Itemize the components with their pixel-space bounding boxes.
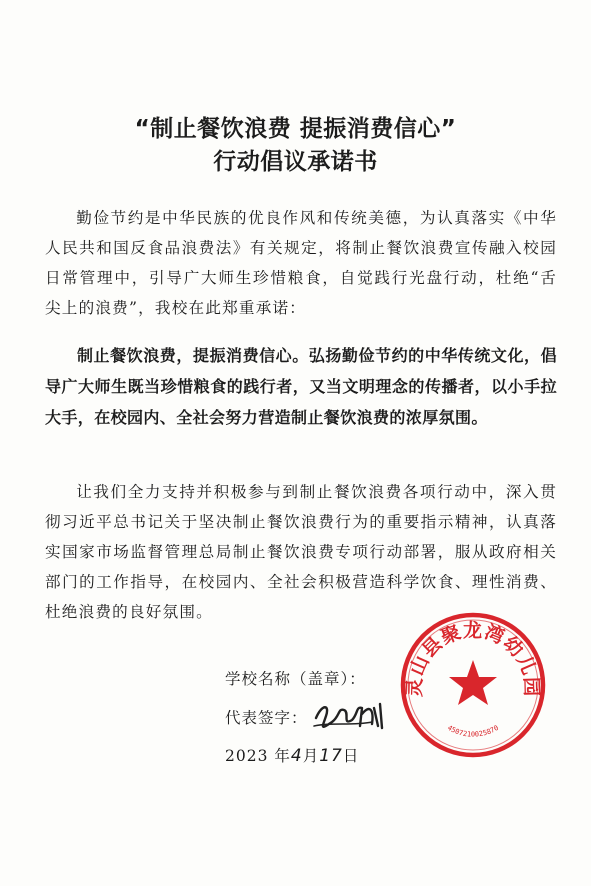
- representative-label: 代表签字：: [225, 709, 308, 727]
- date-month-unit: 月: [302, 747, 320, 765]
- seal-name: 灵山县聚龙湾幼儿园: [403, 619, 543, 698]
- official-seal-icon: [398, 610, 548, 760]
- svg-text:4507210025870: [446, 724, 500, 739]
- seal-code: 4507210025870: [445, 723, 501, 739]
- title-line-2: 行动倡议承诺书: [213, 149, 378, 175]
- handwritten-signature: [312, 696, 392, 736]
- title-line-1: “制止餐饮浪费 提振消费信心”: [134, 116, 457, 142]
- paragraph-action: 让我们全力支持并积极参与到制止餐饮浪费各项行动中，深入贯彻习近平总书记关于坚决制止餐饮浪费行为的重要指示精神，认真落实国家市场监督管理总局制止餐饮浪费专项行动部署，服从政府相关部门的工作指导，在校园内、全社会积极营造科学饮食、理性消费、杜绝浪费的良好氛围。: [45, 483, 557, 621]
- date-day: 17: [319, 746, 343, 766]
- date-day-unit: 日: [342, 747, 360, 765]
- school-name-label: 学校名称（盖章）：: [225, 670, 366, 688]
- paragraph-intro: 勤俭节约是中华民族的优良作风和传统美德，为认真落实《中华人民共和国反食品浪费法》有关规定，将制止餐饮浪费宣传融入校园日常管理中，引导广大师生珍惜粮食，自觉践行光盘行动，杜绝“舌尖上的浪费”，我校在此郑重承诺：: [45, 209, 557, 317]
- date-year: 2023 年: [225, 747, 291, 765]
- date-month: 4: [290, 746, 303, 766]
- paragraph-commitment: 制止餐饮浪费，提振消费信心。弘扬勤俭节约的中华传统文化，倡导广大师生既当珍惜粮食的践行者，又当文明理念的传播者，以小手拉大手，在校园内、全社会努力营造制止餐饮浪费的浓厚氛围。: [45, 346, 557, 427]
- date-line: [225, 744, 359, 766]
